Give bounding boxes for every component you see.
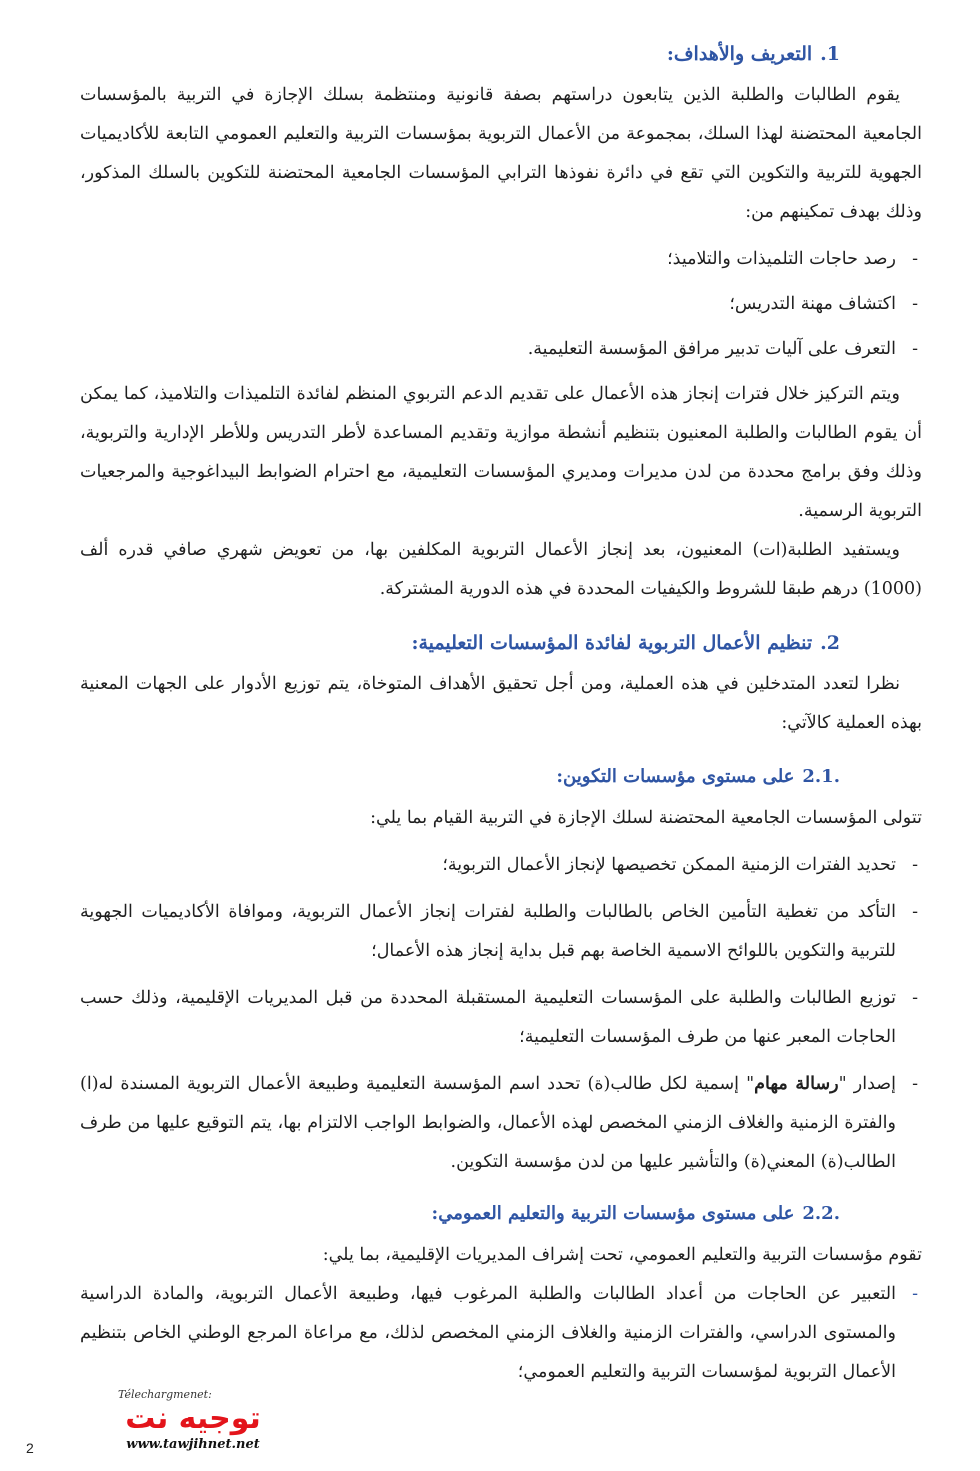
section-2-2-intro: تقوم مؤسسات التربية والتعليم العمومي، تحت إشراف المديريات الإقليمية، بما يلي:: [322, 1245, 922, 1265]
list-item: - التعرف على آليات تدبير مرافق المؤسسة التعليمية.: [80, 330, 922, 369]
section-1-number: 1.: [820, 43, 840, 65]
list-item: - رصد حاجات التلميذات والتلاميذ؛: [80, 240, 922, 279]
section-2-intro: نظرا لتعدد المتدخلين في هذه العملية، ومن أجل تحقيق الأهداف المتوخاة، يتم توزيع الأدوار على الجهات المعنية بهذه العملية كالآتي:: [80, 674, 922, 733]
document-page: [80, 38, 922, 1398]
bullet-dash: -: [912, 249, 918, 269]
list-item: - تحديد الفترات الزمنية الممكن تخصيصها لإنجاز الأعمال التربوية؛: [80, 846, 922, 885]
section-2-2-number: .2.2: [802, 1203, 840, 1224]
section-1-title: التعريف والأهداف:: [666, 43, 813, 65]
section-2-1-heading: [80, 761, 840, 793]
section-2-1-title: على مستوى مؤسسات التكوين:: [556, 766, 795, 787]
section-2-1-number: .2.1: [802, 766, 840, 787]
list-item: - اكتشاف مهنة التدريس؛: [80, 285, 922, 324]
bullet-dash: -: [912, 294, 918, 314]
bullet-dash: -: [912, 1074, 918, 1094]
section-1-paragraph-2: ويتم التركيز خلال فترات إنجاز هذه الأعمال على تقديم الدعم التربوي المنظم لفائدة التلميذات والتلاميذ، كما يمكن أن يقوم الطالبات والطلبة المعنيون بتنظيم أنشطة موازية وتقديم المساعدة لأطر التدريس وللأطر الإدارية والتربوية، وذلك وفق برامج محددة من لدن مديرات ومديري المؤسسات التعليمية، مع احترام الضوابط البيداغوجية والمرجعيات التربوية الرسمية.: [80, 384, 922, 521]
page-number: 2: [26, 1440, 34, 1456]
bullet-dash: -: [912, 339, 918, 359]
brand-url: www.tawjihnet.net: [126, 1437, 260, 1452]
bullet-dash: -: [912, 988, 918, 1008]
mission-letter-term: رسالة مهام: [754, 1074, 839, 1094]
section-2-2-heading: [80, 1198, 840, 1230]
list-item: - التعبير عن الحاجات من أعداد الطالبات والطلبة المرغوب فيها، وطبيعة الأعمال التربوية، والمادة الدراسية والمستوى الدراسي، والفترات الزمنية والغلاف الزمني المخصص لذلك، مع مراعاة المرجع الوطني الخاص بتنظيم الأعمال التربوية لمؤسسات التربية والتعليم العمومي؛: [80, 1275, 922, 1392]
bullet-dash: -: [912, 855, 918, 875]
section-1-paragraph-3: ويستفيد الطلبة(ات) المعنيون، بعد إنجاز الأعمال التربوية المكلفين بها، من تعويض شهري صافي قدره ألف (1000) درهم طبقا للشروط والكيفيات المحددة في هذه الدورية المشتركة.: [80, 540, 922, 599]
section-2-2-bullets: [80, 1275, 922, 1392]
tawjihnet-watermark: [118, 1388, 268, 1452]
section-1-heading: [80, 38, 840, 70]
download-label: Télechargmenet:: [118, 1388, 212, 1401]
section-1-bullets: [80, 240, 922, 369]
bullet-dash: -: [912, 1284, 918, 1304]
brand-logo: توجيه نت: [125, 1401, 261, 1436]
section-2-title: تنظيم الأعمال التربوية لفائدة المؤسسات التعليمية:: [411, 632, 813, 654]
bullet-dash: -: [912, 902, 918, 922]
section-2-1-bullets: [80, 846, 922, 1182]
list-item: - إصدار "رسالة مهام" إسمية لكل طالب(ة) تحدد اسم المؤسسة التعليمية وطبيعة الأعمال التربوية المسندة له(ا) والفترة الزمنية والغلاف الزمني المخصص لهذه الأعمال، والضوابط الواجب الالتزام بها، يتم التوقيع عليها من طرف الطالب(ة) المعني(ة) والتأشير عليها من لدن مؤسسة التكوين.: [80, 1065, 922, 1182]
section-2-number: 2.: [820, 632, 840, 654]
list-item: - التأكد من تغطية التأمين الخاص بالطالبات والطلبة لفترات إنجاز الأعمال التربوية، وموافاة الأكاديميات الجهوية للتربية والتكوين باللوائح الاسمية الخاصة بهم قبل بداية إنجاز هذه الأعمال؛: [80, 893, 922, 971]
section-2-1-intro: تتولى المؤسسات الجامعية المحتضنة لسلك الإجازة في التربية القيام بما يلي:: [370, 808, 922, 828]
section-2-heading: [80, 627, 840, 659]
section-2-2-title: على مستوى مؤسسات التربية والتعليم العمومي:: [431, 1203, 795, 1224]
list-item: - توزيع الطالبات والطلبة على المؤسسات التعليمية المستقبلة المحددة من قبل المديريات الإقليمية، وذلك حسب الحاجات المعبر عنها من طرف المؤسسات التعليمية؛: [80, 979, 922, 1057]
section-1-intro: يقوم الطالبات والطلبة الذين يتابعون دراستهم بصفة قانونية ومنتظمة بسلك الإجازة في التربية بالمؤسسات الجامعية المحتضنة لهذا السلك، بمجموعة من الأعمال التربوية بمؤسسات التربية والتعليم العمومي التابعة للأكاديميات الجهوية للتربية والتكوين التي تقع في دائرة نفوذها الترابي المؤسسات الجامعية المحتضنة للتكوين بالسلك المذكور، وذلك بهدف تمكينهم من:: [80, 85, 922, 222]
